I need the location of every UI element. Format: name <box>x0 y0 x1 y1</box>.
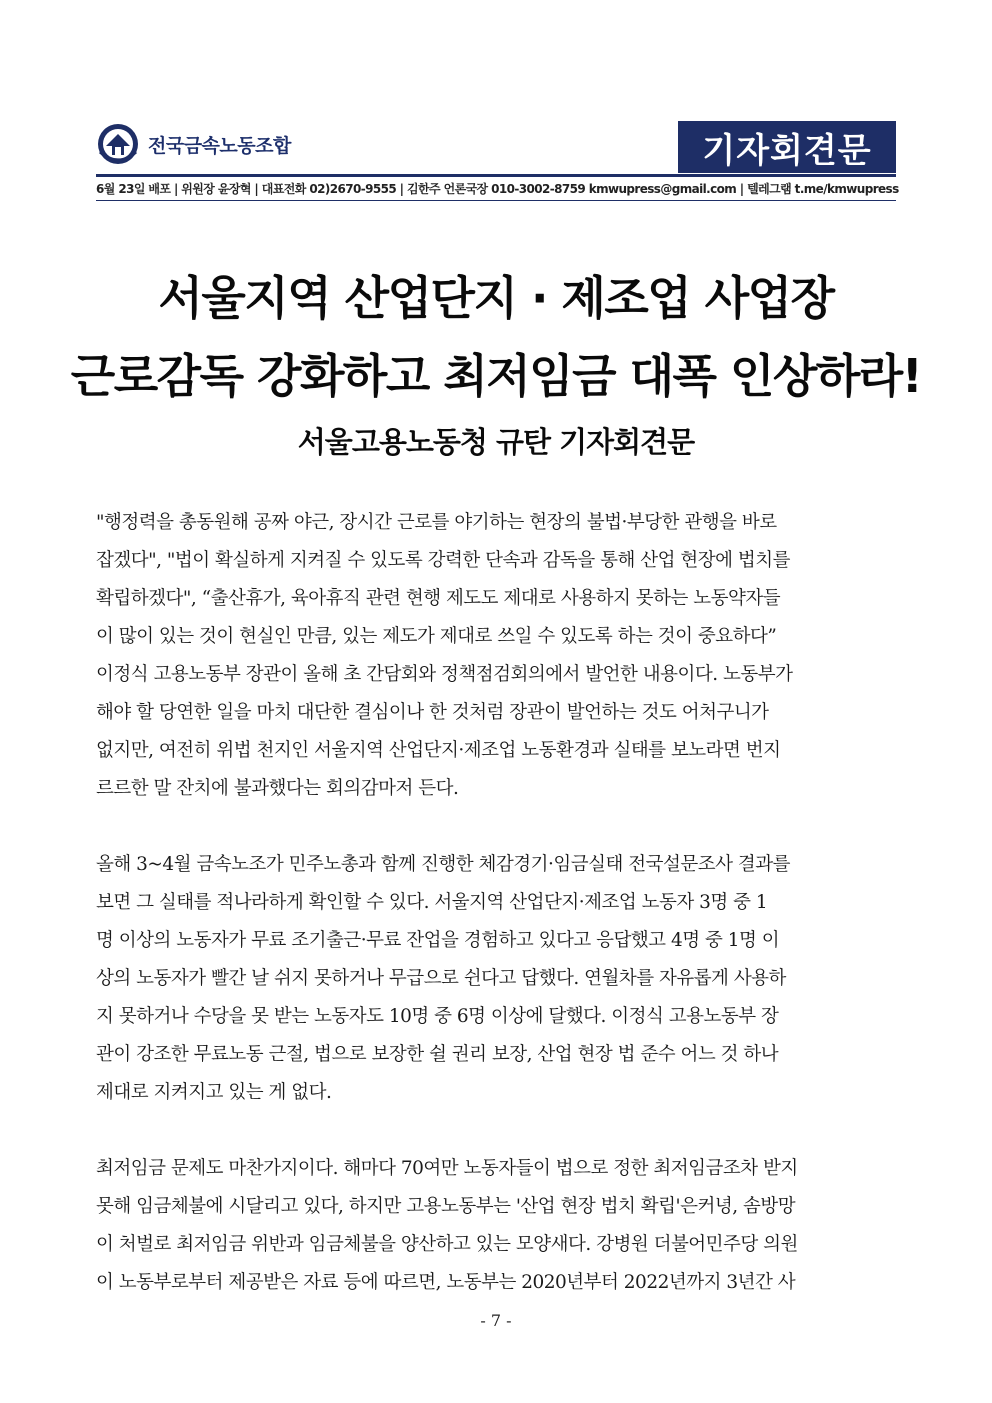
text-line: 명 이상의 노동자가 무료 조기출근·무료 잔업을 경험하고 있다고 응답했고 4명 중 1명 이 <box>96 930 780 951</box>
text-line: 최저임금 문제도 마찬가지이다. 해마다 70여만 노동자들이 법으로 정한 최저임금조차 받지 <box>96 1158 798 1179</box>
paragraph-1 <box>96 504 896 808</box>
header-rule-thin <box>96 200 896 201</box>
text-line: 제대로 지켜지고 있는 게 없다. <box>96 1082 332 1103</box>
header-rule <box>96 174 896 177</box>
text-line: 올해 3~4월 금속노조가 민주노총과 함께 진행한 체감경기·임금실태 전국설문조사 결과를 <box>96 854 790 875</box>
text-line: 해야 할 당연한 일을 마치 대단한 결심이나 한 것처럼 장관이 발언하는 것도 어처구니가 <box>96 702 769 723</box>
text-line: 지 못하거나 수당을 못 받는 노동자도 10명 중 6명 이상에 달했다. 이정식 고용노동부 장 <box>96 1006 779 1027</box>
paragraph-2 <box>96 846 896 1112</box>
text-line: 상의 노동자가 빨간 날 쉬지 못하거나 무급으로 쉰다고 답했다. 연월차를 자유롭게 사용하 <box>96 968 786 989</box>
text-line: 이 처벌로 최저임금 위반과 임금체불을 양산하고 있는 모양새다. 강병원 더불어민주당 의원 <box>96 1234 798 1255</box>
text-line: 관이 강조한 무료노동 근절, 법으로 보장한 쉴 권리 보장, 산업 현장 법 준수 어느 것 하나 <box>96 1044 779 1065</box>
org-name: 전국금속노동조합 <box>148 134 291 157</box>
paragraph-3 <box>96 1150 896 1302</box>
union-logo <box>96 122 291 166</box>
text-line: 없지만, 여전히 위법 천지인 서울지역 산업단지·제조업 노동환경과 실태를 보노라면 번지 <box>96 740 781 761</box>
headline-line-1: 서울지역 산업단지 · 제조업 사업장 <box>158 271 834 325</box>
headline-subtitle: 서울고용노동청 규탄 기자회견문 <box>297 425 695 459</box>
text-line: 이 노동부로부터 제공받은 자료 등에 따르면, 노동부는 2020년부터 2022년까지 3년간 사 <box>96 1272 796 1293</box>
text-line: 보면 그 실태를 적나라하게 확인할 수 있다. 서울지역 산업단지·제조업 노동자 3명 중 1 <box>96 892 768 913</box>
text-line: 잡겠다", "법이 확실하게 지켜질 수 있도록 강력한 단속과 감독을 통해 산업 현장에 법치를 <box>96 550 790 571</box>
text-line: "행정력을 총동원해 공짜 야근, 장시간 근로를 야기하는 현장의 불법·부당한 관행을 바로 <box>96 512 777 533</box>
contact-line: 6월 23일 배포 | 위원장 윤장혁 | 대표전화 02)2670-9555 | 김한주 언론국장 010-3002-8759 kmwupress@gmail.com | 텔레그램 t.me/kmwupress <box>96 182 899 196</box>
page-number: - 7 - <box>480 1311 512 1330</box>
statement-body <box>96 504 896 1340</box>
text-line: 못해 임금체불에 시달리고 있다, 하지만 고용노동부는 '산업 현장 법치 확립'은커녕, 솜방망 <box>96 1196 796 1217</box>
text-line: 이정식 고용노동부 장관이 올해 초 간담회와 정책점검회의에서 발언한 내용이다. 노동부가 <box>96 664 793 685</box>
text-line: 확립하겠다", “출산휴가, 육아휴직 관련 현행 제도도 제대로 사용하지 못하는 노동약자들 <box>96 588 781 609</box>
text-line: 르르한 말 잔치에 불과했다는 회의감마저 든다. <box>96 778 459 799</box>
press-header <box>96 118 899 204</box>
headline-line-2: 근로감독 강화하고 최저임금 대폭 인상하라! <box>70 349 922 403</box>
text-line: 이 많이 있는 것이 현실인 만큼, 있는 제도가 제대로 쓰일 수 있도록 하는 것이 중요하다” <box>96 626 777 647</box>
press-conference-badge: 기자회견문 <box>678 121 896 173</box>
union-emblem-icon <box>96 122 140 166</box>
